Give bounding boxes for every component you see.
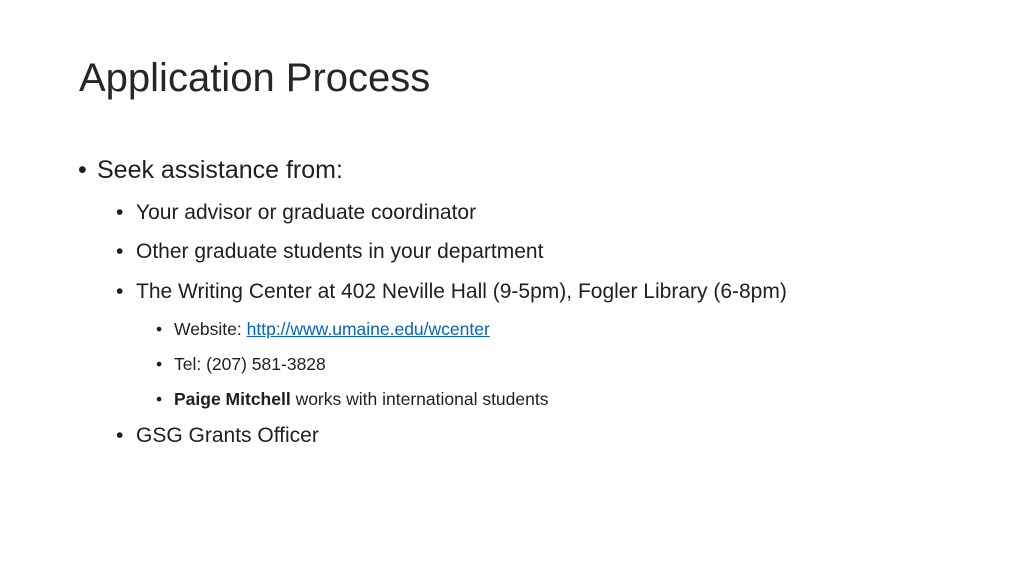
bullet-tel xyxy=(156,354,326,375)
bullet-website xyxy=(156,319,490,340)
bullet-text: Other graduate students in your department xyxy=(136,240,544,263)
website-link[interactable]: http://www.umaine.edu/wcenter xyxy=(246,319,490,339)
paige-description: works with international students xyxy=(290,389,549,409)
slide-title: Application Process xyxy=(79,56,431,100)
bullet-text: Seek assistance from: xyxy=(97,156,343,184)
bullet-text: GSG Grants Officer xyxy=(136,424,319,447)
bullet-text: The Writing Center at 402 Neville Hall (9-5pm), Fogler Library (6-8pm) xyxy=(136,280,787,303)
bullet-seek-assistance xyxy=(78,156,343,185)
bullet-dot: • xyxy=(156,389,163,409)
bullet-dot: • xyxy=(116,240,124,263)
bullet-dot: • xyxy=(116,280,124,303)
bullet-dot: • xyxy=(78,156,87,184)
bullet-dot: • xyxy=(116,201,124,224)
bullet-text: Your advisor or graduate coordinator xyxy=(136,201,477,224)
bullet-writing-center xyxy=(116,280,787,304)
tel-text: Tel: (207) 581-3828 xyxy=(174,354,326,374)
bullet-graduate-students xyxy=(116,240,544,264)
paige-name: Paige Mitchell xyxy=(174,389,291,409)
bullet-paige-mitchell xyxy=(156,389,549,410)
bullet-dot: • xyxy=(156,319,163,339)
website-label: Website: xyxy=(174,319,247,339)
bullet-advisor xyxy=(116,201,477,225)
bullet-dot: • xyxy=(116,424,124,447)
bullet-dot: • xyxy=(156,354,163,374)
bullet-gsg-grants xyxy=(116,424,319,448)
